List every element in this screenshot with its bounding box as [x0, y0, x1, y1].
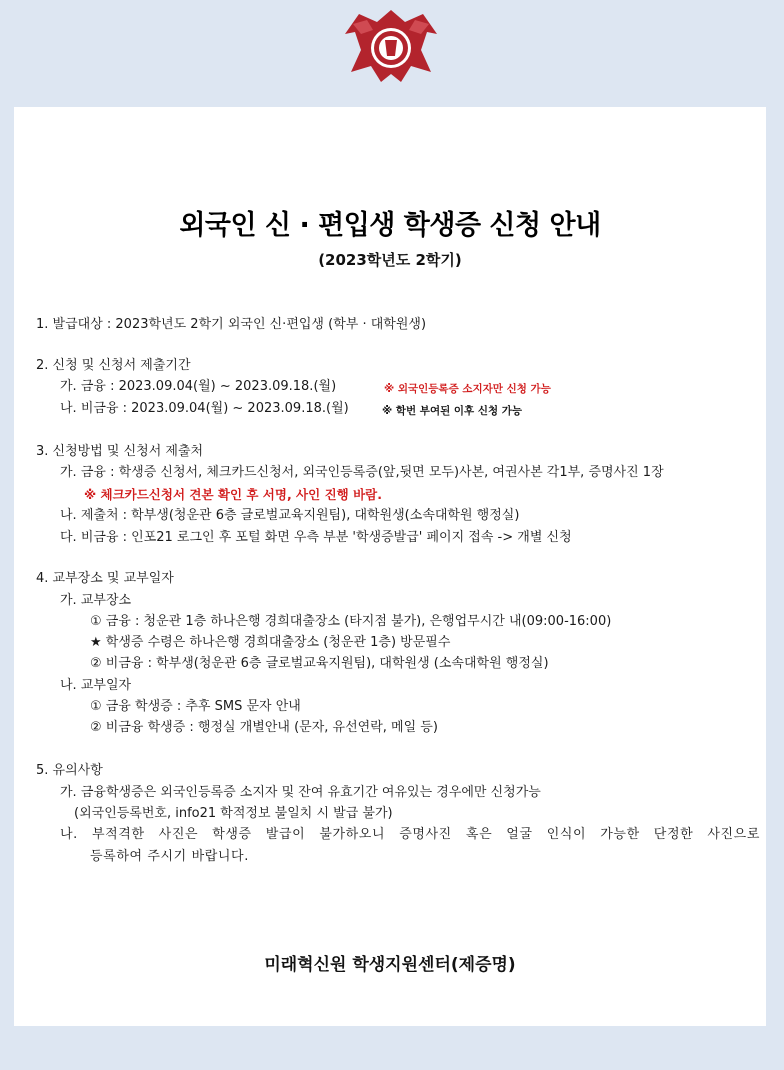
issuer-signature: 미래혁신원 학생지원센터(제증명) — [264, 955, 516, 975]
section-5-photo-requirement-cont: 등록하여 주시기 바랍니다. — [90, 849, 249, 864]
section-4-place-nonfinancial: ② 비금융 : 학부생(청운관 6층 글로벌교육지원팀), 대학원생 (소속대학원 행정실) — [90, 656, 549, 671]
university-seal-logo — [339, 10, 443, 86]
section-2-financial-note: ※ 외국인등록증 소지자만 신청 가능 — [384, 383, 551, 395]
section-4-date-nonfinancial: ② 비금융 학생증 : 행정실 개별안내 (문자, 유선연락, 메일 등) — [90, 720, 438, 735]
section-3-heading: 3. 신청방법 및 신청서 제출처 — [36, 444, 204, 459]
section-5-financial-eligibility: 가. 금융학생증은 외국인등록증 소지자 및 잔여 유효기간 여유있는 경우에만 신청가능 — [60, 785, 541, 800]
section-5-heading: 5. 유의사항 — [36, 763, 103, 778]
section-3-nonfinancial-method: 다. 비금융 : 인포21 로그인 후 포털 화면 우측 부분 '학생증발급' 페이지 접속 -> 개별 신청 — [60, 530, 572, 545]
section-5-photo-requirement: 나. 부적격한 사진은 학생증 발급이 불가하오니 증명사진 혹은 얼굴 인식이 가능한 단정한 사진으로 — [60, 827, 760, 842]
section-1-eligibility: 1. 발급대상 : 2023학년도 2학기 외국인 신·편입생 (학부 · 대학원생) — [36, 317, 427, 332]
section-3-submission-place: 나. 제출처 : 학부생(청운관 6층 글로벌교육지원팀), 대학원생(소속대학원 행정실) — [60, 508, 520, 523]
section-2-nonfinancial-period: 나. 비금융 : 2023.09.04(월) ~ 2023.09.18.(월) — [60, 401, 349, 416]
section-4-date-financial: ① 금융 학생증 : 추후 SMS 문자 안내 — [90, 699, 301, 714]
section-5-financial-eligibility-detail: (외국인등록번호, info21 학적정보 불일치 시 발급 불가) — [74, 806, 393, 821]
document-subtitle: (2023학년도 2학기) — [318, 251, 462, 269]
section-2-financial-period: 가. 금융 : 2023.09.04(월) ~ 2023.09.18.(월) — [60, 379, 337, 394]
section-4-date-heading: 나. 교부일자 — [60, 678, 132, 693]
document-title: 외국인 신 · 편입생 학생증 신청 안내 — [179, 210, 601, 241]
section-4-place-heading: 가. 교부장소 — [60, 593, 132, 608]
section-4-heading: 4. 교부장소 및 교부일자 — [36, 571, 174, 586]
section-3-financial-documents: 가. 금융 : 학생증 신청서, 체크카드신청서, 외국인등록증(앞,뒷면 모두)사본, 여권사본 각1부, 증명사진 1장 — [60, 465, 664, 480]
section-4-place-financial: ① 금융 : 청운관 1층 하나은행 경희대출장소 (타지점 불가), 은행업무시간 내(09:00-16:00) — [90, 614, 612, 629]
section-2-heading: 2. 신청 및 신청서 제출기간 — [36, 358, 191, 373]
notice-document — [14, 107, 766, 1026]
section-3-checkcard-note: ※ 체크카드신청서 견본 확인 후 서명, 사인 진행 바람. — [84, 487, 382, 502]
section-4-place-pickup-note: ★ 학생증 수령은 하나은행 경희대출장소 (청운관 1층) 방문필수 — [90, 635, 451, 650]
section-2-nonfinancial-note: ※ 학번 부여된 이후 신청 가능 — [382, 405, 523, 417]
